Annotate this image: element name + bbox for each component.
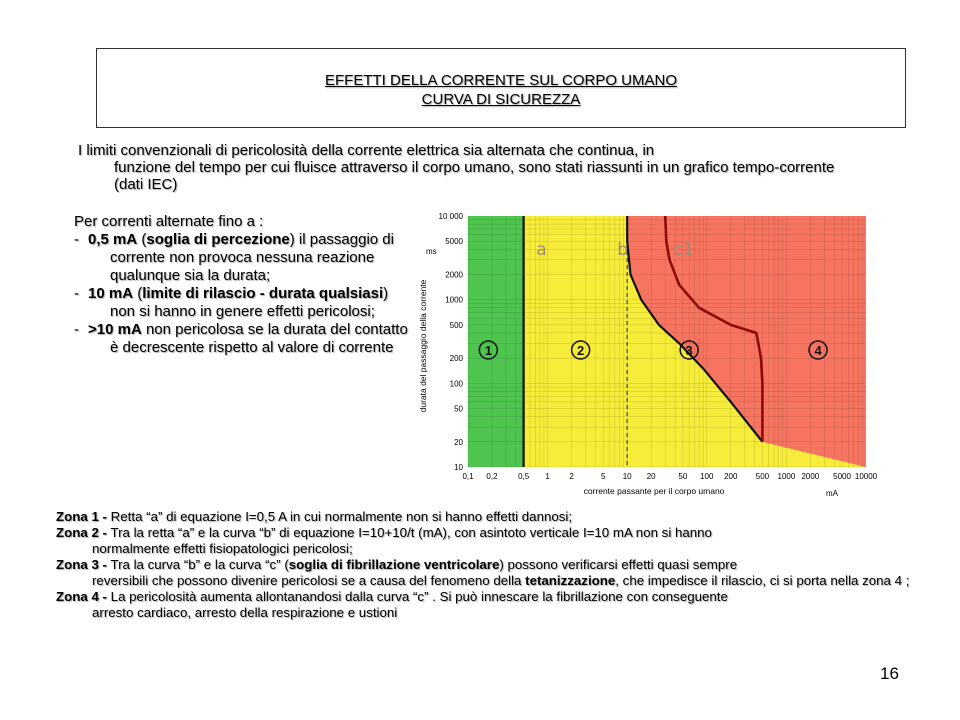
y-tick-label: 200	[449, 354, 463, 364]
series-label-a: a	[536, 240, 547, 261]
y-tick-label: 20	[454, 437, 463, 447]
x-tick-label: 5	[601, 472, 606, 481]
x-axis-label: corrente passante per il corpo umano	[583, 486, 725, 496]
intro-line1: I limiti convenzionali di pericolosità della corrente elettrica sia alternata che continua, in	[78, 142, 655, 159]
x-tick-label: 5000	[833, 472, 851, 481]
x-unit: mA	[826, 489, 838, 498]
x-tick-label: 200	[724, 472, 738, 481]
slide-subtitle: CURVA DI SICUREZZA	[421, 91, 581, 108]
x-tick-label: 50	[678, 472, 688, 481]
series-label-b: b	[617, 240, 629, 261]
intro-paragraph	[78, 142, 838, 193]
y-tick-label: 5000	[445, 237, 463, 247]
list-heading: Per correnti alternate fino a :	[74, 213, 264, 230]
zones-layer	[468, 216, 866, 467]
x-tick-label: 0,1	[462, 472, 474, 481]
ac-current-list	[74, 213, 414, 357]
x-tick-label: 500	[755, 472, 770, 481]
title-box	[96, 48, 906, 128]
time-current-chart	[418, 206, 878, 501]
x-tick-label: 0,5	[518, 472, 530, 481]
zone-2-label: 2	[577, 343, 585, 359]
zone-1-desc: Zona 1 - Retta “a” di equazione I=0,5 A in cui normalmente non si hanno effetti dannosi;	[56, 509, 573, 524]
zone-4-desc: Zona 4 - La pericolosità aumenta allontanandosi dalla curva “c” . Si può innescare la fibrillazione con conseguente arresto cardiaco, arresto della respirazione e ustioni	[56, 589, 728, 620]
list-item-0-5ma: - 0,5 mA (soglia di percezione) il passaggio di corrente non provoca nessuna reazione qualunque sia la durata;	[74, 231, 394, 284]
x-tick-label: 2	[569, 472, 574, 481]
zones-description	[56, 509, 926, 621]
zone-1-area	[468, 216, 524, 467]
x-tick-label: 1	[545, 472, 550, 481]
y-tick-label: 100	[449, 379, 463, 389]
x-tick-label: 10000	[854, 472, 878, 481]
slide-title: EFFETTI DELLA CORRENTE SUL CORPO UMANO	[325, 72, 677, 89]
x-tick-label: 0,2	[486, 472, 498, 481]
y-tick-label: 50	[454, 404, 463, 414]
y-tick-label: 10 000	[438, 212, 463, 221]
intro-continuation: funzione del tempo per cui fluisce attraverso il corpo umano, sono stati riassunti in un grafico tempo-corrente (dati IEC)	[114, 159, 835, 193]
y-tick-label: 1000	[445, 295, 463, 305]
zone-2-desc: Zona 2 - Tra la retta “a” e la curva “b” di equazione I=10+10/t (mA), con asintoto verticale I=10 mA non si hanno normalmente effetti fisiopatologici pericolosi;	[56, 525, 712, 556]
page-number: 16	[880, 664, 899, 683]
series-label-c1: c1	[673, 240, 694, 261]
zone-3-desc: Zona 3 - Tra la curva “b” e la curva “c” (soglia di fibrillazione ventricolare) possono verificarsi effetti quasi sempre reversibili che possono divenire pericolosi se a causa del fenomeno della tetanizzazione, che impedisce il rilascio, ci si porta nella zona 4 ;	[56, 557, 910, 588]
zone-4-label: 4	[814, 343, 822, 359]
y-axis-label: durata del passaggio della corrente	[418, 279, 428, 413]
y-tick-label: 2000	[445, 270, 463, 280]
x-tick-label: 20	[646, 472, 656, 481]
y-unit: ms	[426, 247, 437, 256]
x-tick-label: 10	[622, 472, 632, 481]
zone-1-label: 1	[484, 343, 492, 359]
x-tick-label: 1000	[777, 472, 796, 481]
x-tick-label: 2000	[801, 472, 820, 481]
y-tick-label: 500	[449, 320, 463, 330]
y-tick-label: 10	[454, 463, 463, 472]
list-item-10ma: - 10 mA (limite di rilascio - durata qualsiasi) non si hanno in genere effetti pericolosi;	[74, 285, 389, 320]
zone-3-label: 3	[685, 343, 693, 359]
x-tick-label: 100	[700, 472, 714, 481]
list-item-over-10ma: - >10 mA non pericolosa se la durata del contatto è decrescente rispetto al valore di corrente	[74, 321, 408, 356]
